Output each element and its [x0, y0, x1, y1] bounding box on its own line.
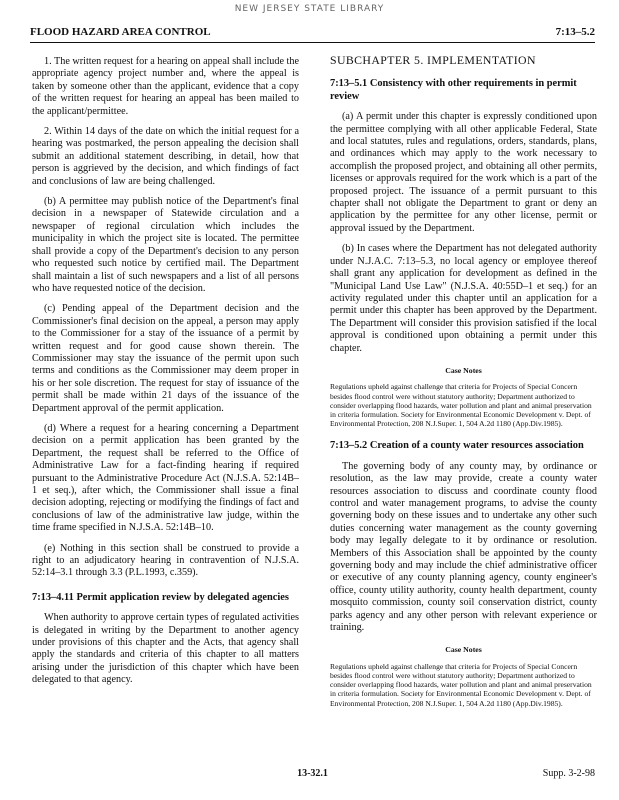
paragraph-delegated-agencies: When authority to approve certain types of regulated activities is delegated in writing by the Department to another agency under provisions of this chapter and the Acts, that agency shall apply the standards and criteria of this chapter to all matters arising under the jurisdiction of this chapter which have been delegated to that agency.: [32, 612, 299, 686]
case-notes-heading: Case Notes: [445, 645, 482, 655]
page-footer: [30, 768, 595, 782]
right-column: [330, 53, 597, 716]
subchapter-title: SUBCHAPTER 5. IMPLEMENTATION: [330, 53, 536, 67]
paragraph-5-1-a: (a) A permit under this chapter is expressly conditioned upon the permittee complying with all other applicable Federal, State and local statutes, rules and regulations, orders, standards, plans, and ordinances which may apply to the work necessary to accomplish the proposed project, and obtaining all other permits, licenses or approvals required for the work which is a part of the proposed project. The issuance of a permit pursuant to this chapter shall not obligate the Department to grant or deny an application by the permittee for any other license, permit or approval issued by the Department.: [330, 111, 597, 234]
section-heading-4-11: 7:13–4.11 Permit application review by delegated agencies: [32, 591, 289, 603]
paragraph-5-2: The governing body of any county may, by ordinance or resolution, as the law may provide, create a county water resources association to discuss and coordinate county flood control and water management programs, to advise the county governing body on these issues and to undertake any other such duties concerning water management as the county governing body may legally delegate to it by ordinance or resolution. Members of this Association shall be appointed by the county governing body and may include the chief administrative officer or executive of any county planning agency, county engineer's office, county utility authority, county health department, county mosquito commission, county soil conservation district, county parks agency and any other person with relevant experience or training.: [330, 460, 597, 634]
paragraph-e-no-right: (e) Nothing in this section shall be construed to provide a right to an adjudicatory hearing in contravention of N.J.S.A. 52:14–3.1 through 3.3 (P.L.1993, c.359).: [32, 542, 299, 579]
paragraph-5-1-b: (b) In cases where the Department has not delegated authority under N.J.A.C. 7:13–5.3, no local agency or employee thereof shall grant any application for development as defined in the "Municipal Land Use Law" (N.J.S.A. 40:55D–1 et seq.) for an activity regulated under this chapter until an application for a permit under this chapter has been approved by the Department. The Department will consider this provision satisfied if the local approval is conditioned upon obtaining a permit under this chapter.: [330, 243, 597, 354]
header-section-range: 7:13–5.2: [555, 26, 595, 38]
section-heading-5-1: 7:13–5.1 Consistency with other requirements in permit review: [330, 78, 577, 102]
running-header: [30, 26, 595, 43]
library-stamp: NEW JERSEY STATE LIBRARY: [234, 4, 385, 14]
paragraph-d-hearing-referral: (d) Where a request for a hearing concerning a Department decision on a permit application has been granted by the Department, the request shall be referred to the Office of Administrative Law for a fact-finding hearing if required pursuant to the Administrative Procedure Act (N.J.S.A. 52:14B–1 et seq.), after which, the Commissioner shall issue a final decision adopting, rejecting or modifying the findings of fact and conclusions of law of the administrative law judge, within the time frame specified in N.J.S.A. 52:14B–10.: [32, 422, 299, 534]
page-number: 13-32.1: [297, 768, 328, 779]
supplement-date: Supp. 3-2-98: [542, 768, 595, 779]
case-notes-text: Regulations upheld against challenge that criteria for Projects of Special Concern besides flood control were without statutory authority; Department authorized to consider overlapping flood hazards, water pollution and plant and animal preservation in criteria formulation. Society for Environmental Economic Development v. Dept. of Environmental Protection, 208 N.J.Super. 1, 504 A.2d 1180 (App.Div.1985).: [330, 661, 592, 708]
left-column: [32, 56, 299, 695]
case-notes-heading: Case Notes: [445, 365, 482, 375]
paragraph-b-notice-publication: (b) A permittee may publish notice of the Department's final decision in a newspaper of Statewide circulation and a newspaper of regional circulation which includes the municipality in which the project site is located. The permittee shall provide a copy of the Department's decision to any person who requested such notice by certified mail. The Department shall maintain a list of such newspapers and a list of all persons who have requested notice of the decision.: [32, 196, 299, 294]
paragraph-hearing-request: 1. The written request for a hearing on appeal shall include the appropriate agency project number and, where the appeal is taken by someone other than the applicant, evidence that a copy of the written request for hearing an appeal has been mailed to the applicant/permittee.: [32, 56, 299, 117]
paragraph-additional-statement: 2. Within 14 days of the date on which the initial request for a hearing was postmarked, the person appealing the decision shall submit an additional statement describing, in detail, how that person is aggrieved by the decision, and which findings of fact and conclusions of law are being challenged.: [32, 126, 299, 187]
paragraph-c-stay: (c) Pending appeal of the Department decision and the Commissioner's final decision on the appeal, a person may apply to the Commissioner for a stay of the issuance of a permit by written request and for good cause shown therein. The Commissioner may stay the issuance of the permit upon such terms and conditions as the Commissioner may deem proper in his or her sole discretion. The request for stay of issuance of the permit shall be made within 21 days of the issuance of the Department approval of the permit application.: [32, 303, 299, 414]
case-notes-text: Regulations upheld against challenge that criteria for Projects of Special Concern besides flood control were without statutory authority; Department authorized to consider overlapping flood hazards, water pollution and plant and animal preservation in criteria formulation. Society for Environmental Economic Development v. Dept. of Environmental Protection, 208 N.J.Super. 1, 504 A.2d 1180 (App.Div.1985).: [330, 382, 592, 429]
section-heading-5-2: 7:13–5.2 Creation of a county water resources association: [330, 440, 584, 452]
header-chapter-title: FLOOD HAZARD AREA CONTROL: [30, 26, 211, 38]
